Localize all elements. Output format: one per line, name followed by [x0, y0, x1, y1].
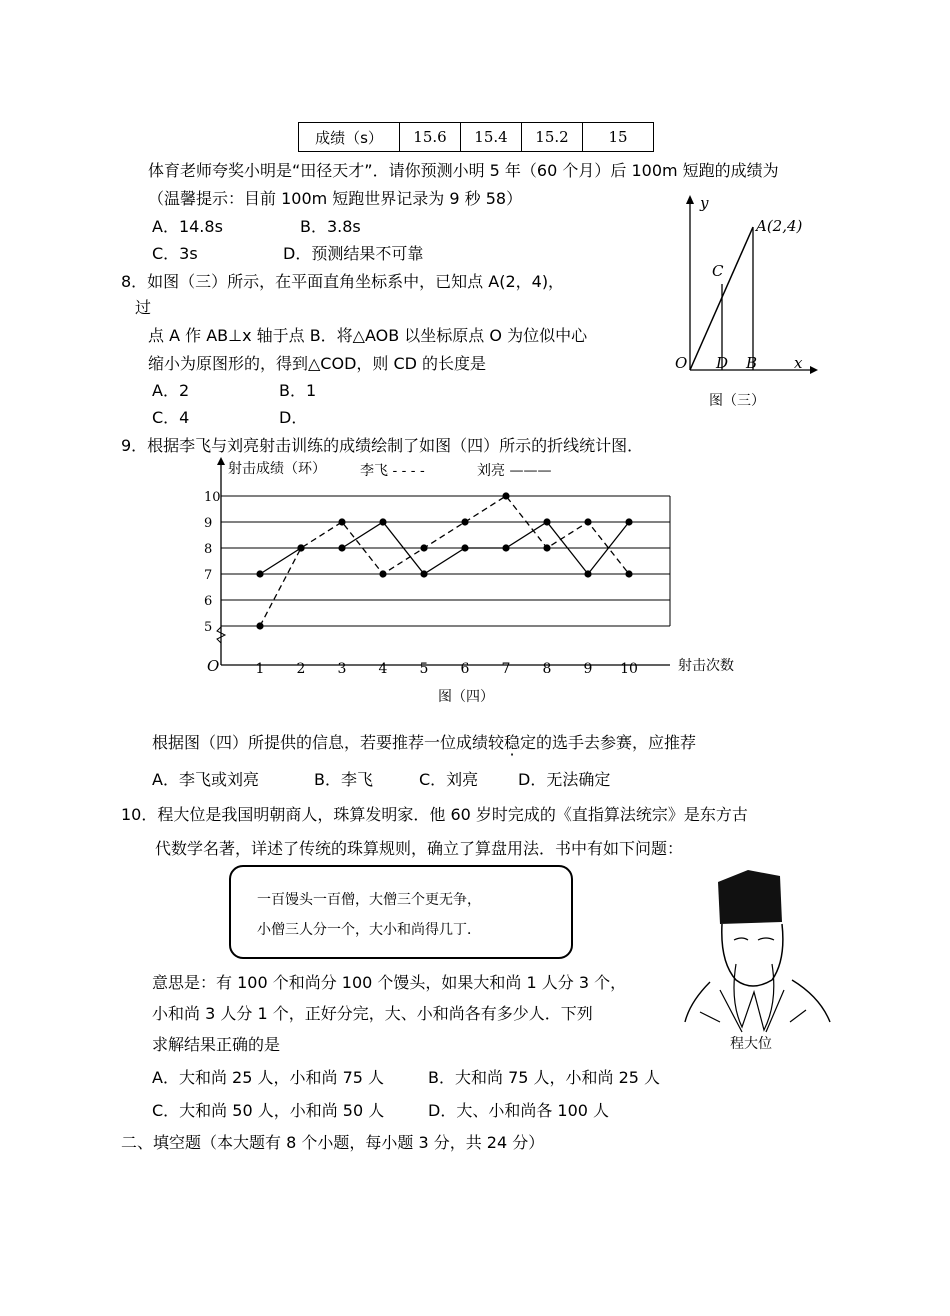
y-tick-label: 7 — [204, 568, 213, 583]
table-cell: 15.4 — [461, 123, 522, 152]
y-tick-label: 10 — [204, 490, 221, 505]
q9-option-d: D．无法确定 — [518, 770, 611, 789]
q7-option-b: B．3.8s — [300, 217, 361, 236]
q8-line1: 8．如图（三）所示，在平面直角坐标系中，已知点 A(2，4)， — [121, 272, 565, 291]
table-cell: 15 — [583, 123, 654, 152]
point-b-label: B — [746, 354, 758, 372]
q7-option-d: D．预测结果不可靠 — [283, 244, 424, 263]
figure-3 — [650, 190, 820, 415]
x-label: x — [794, 354, 803, 372]
q7-option-a: A．14.8s — [152, 217, 223, 236]
y-tick-label: 8 — [204, 542, 213, 557]
portrait-cheng-dawei — [680, 862, 835, 1057]
y-tick-label: 9 — [204, 516, 213, 531]
q8-option-d: D． — [279, 408, 308, 427]
data-point — [256, 622, 263, 629]
x-tick-label: 7 — [501, 661, 511, 677]
q7-line2: （温馨提示：目前 100m 短跑世界记录为 9 秒 58） — [148, 189, 523, 208]
x-tick-label: 1 — [255, 661, 265, 677]
q8-option-a: A．2 — [152, 381, 190, 400]
x-tick-label: 2 — [296, 661, 306, 677]
origin-label: O — [675, 354, 688, 372]
data-point — [461, 544, 468, 551]
data-point — [338, 544, 345, 551]
q10-meaning2: 小和尚 3 人分 1 个，正好分完，大、小和尚各有多少人．下列 — [152, 1004, 593, 1023]
hat-icon — [718, 870, 782, 924]
q8-option-b: B．1 — [279, 381, 317, 400]
figure-4-chart — [195, 455, 775, 715]
data-point — [502, 544, 509, 551]
q7-option-c: C．3s — [152, 244, 198, 263]
eyes-icon — [734, 938, 774, 940]
q9-option-b: B．李飞 — [314, 770, 373, 789]
data-point — [379, 570, 386, 577]
point-d-label: D — [716, 354, 729, 372]
table-header: 成绩（s） — [299, 123, 400, 152]
q10-option-c: C．大和尚 50 人，小和尚 50 人 — [152, 1101, 385, 1120]
chart-ylabel: 射击成绩（环） — [228, 461, 326, 477]
data-point — [461, 518, 468, 525]
q9-option-c: C．刘亮 — [419, 770, 479, 789]
y-tick-label: 6 — [204, 594, 213, 609]
q8-line2: 点 A 作 AB⊥x 轴于点 B．将△AOB 以坐标原点 O 为位似中心 — [148, 326, 588, 345]
portrait-caption: 程大位 — [730, 1036, 772, 1052]
data-point — [256, 570, 263, 577]
x-tick-label: 3 — [337, 661, 347, 677]
data-point — [502, 492, 509, 499]
data-point — [625, 518, 632, 525]
legend-lifei: 李飞 - - - - — [360, 463, 425, 479]
chart-origin: O — [207, 657, 220, 675]
point-a-label: A(2,4) — [756, 217, 803, 235]
q10-meaning1: 意思是：有 100 个和尚分 100 个馒头，如果大和尚 1 人分 3 个， — [152, 973, 627, 992]
table-cell: 15.6 — [400, 123, 461, 152]
data-point — [338, 518, 345, 525]
y-arrow-icon — [686, 195, 694, 204]
point-c-label: C — [712, 262, 724, 280]
q10-meaning3: 求解结果正确的是 — [152, 1035, 281, 1054]
poem-box — [229, 865, 573, 959]
data-point — [420, 570, 427, 577]
q8-line3: 缩小为原图形的，得到△COD，则 CD 的长度是 — [148, 354, 487, 373]
beard-icon — [734, 964, 774, 1030]
q9-option-a: A．李飞或刘亮 — [152, 770, 259, 789]
x-tick-label: 4 — [378, 661, 388, 677]
poem-line2: 小僧三人分一个，大小和尚得几丁． — [257, 922, 481, 938]
section-2-heading: 二、填空题（本大题有 8 个小题，每小题 3 分，共 24 分） — [121, 1133, 545, 1152]
data-point — [584, 570, 591, 577]
data-point — [420, 544, 427, 551]
x-tick-label: 10 — [620, 661, 638, 677]
score-table — [298, 122, 654, 152]
q10-line1: 10．程大位是我国明朝商人，珠算发明家．他 60 岁时完成的《直指算法统宗》是东方古 — [121, 805, 748, 824]
x-arrow-icon — [810, 366, 818, 374]
emphasis-dotted-text: 较稳定 — [488, 733, 537, 752]
q10-line2: 代数学名著，详述了传统的珠算规则，确立了算盘用法．书中有如下问题： — [155, 839, 684, 858]
y-label: y — [700, 194, 709, 212]
q10-option-b: B．大和尚 75 人，小和尚 25 人 — [428, 1068, 661, 1087]
figure-3-caption: 图（三） — [709, 393, 765, 409]
data-point — [625, 570, 632, 577]
y-tick-label: 5 — [204, 620, 213, 635]
data-point — [543, 518, 550, 525]
q8-option-c: C．4 — [152, 408, 190, 427]
x-tick-label: 9 — [583, 661, 593, 677]
x-tick-label: 6 — [460, 661, 470, 677]
q7-line1: 体育老师夸奖小明是“田径天才”．请你预测小明 5 年（60 个月）后 100m 短跑的成绩为 — [148, 161, 779, 180]
chart-xlabel: 射击次数 — [678, 658, 734, 674]
chart-caption: 图（四） — [438, 689, 494, 705]
data-point — [379, 518, 386, 525]
poem-line1: 一百馒头一百僧，大僧三个更无争， — [257, 892, 481, 908]
q10-option-a: A．大和尚 25 人，小和尚 75 人 — [152, 1068, 385, 1087]
data-point — [543, 544, 550, 551]
table-cell: 15.2 — [522, 123, 583, 152]
data-point — [584, 518, 591, 525]
q9-stem: 9．根据李飞与刘亮射击训练的成绩绘制了如图（四）所示的折线统计图． — [121, 436, 644, 455]
q9-recommend-text: 根据图（四）所提供的信息，若要推荐一位成绩较稳定的选手去参赛，应推荐 — [152, 733, 697, 752]
data-point — [297, 544, 304, 551]
chart-y-arrow-icon — [217, 457, 225, 465]
x-tick-label: 8 — [542, 661, 552, 677]
q10-option-d: D．大、小和尚各 100 人 — [428, 1101, 610, 1120]
legend-liuliang: 刘亮 ——— — [477, 463, 552, 479]
q8-line1b: 过 — [135, 298, 152, 317]
x-tick-label: 5 — [419, 661, 429, 677]
